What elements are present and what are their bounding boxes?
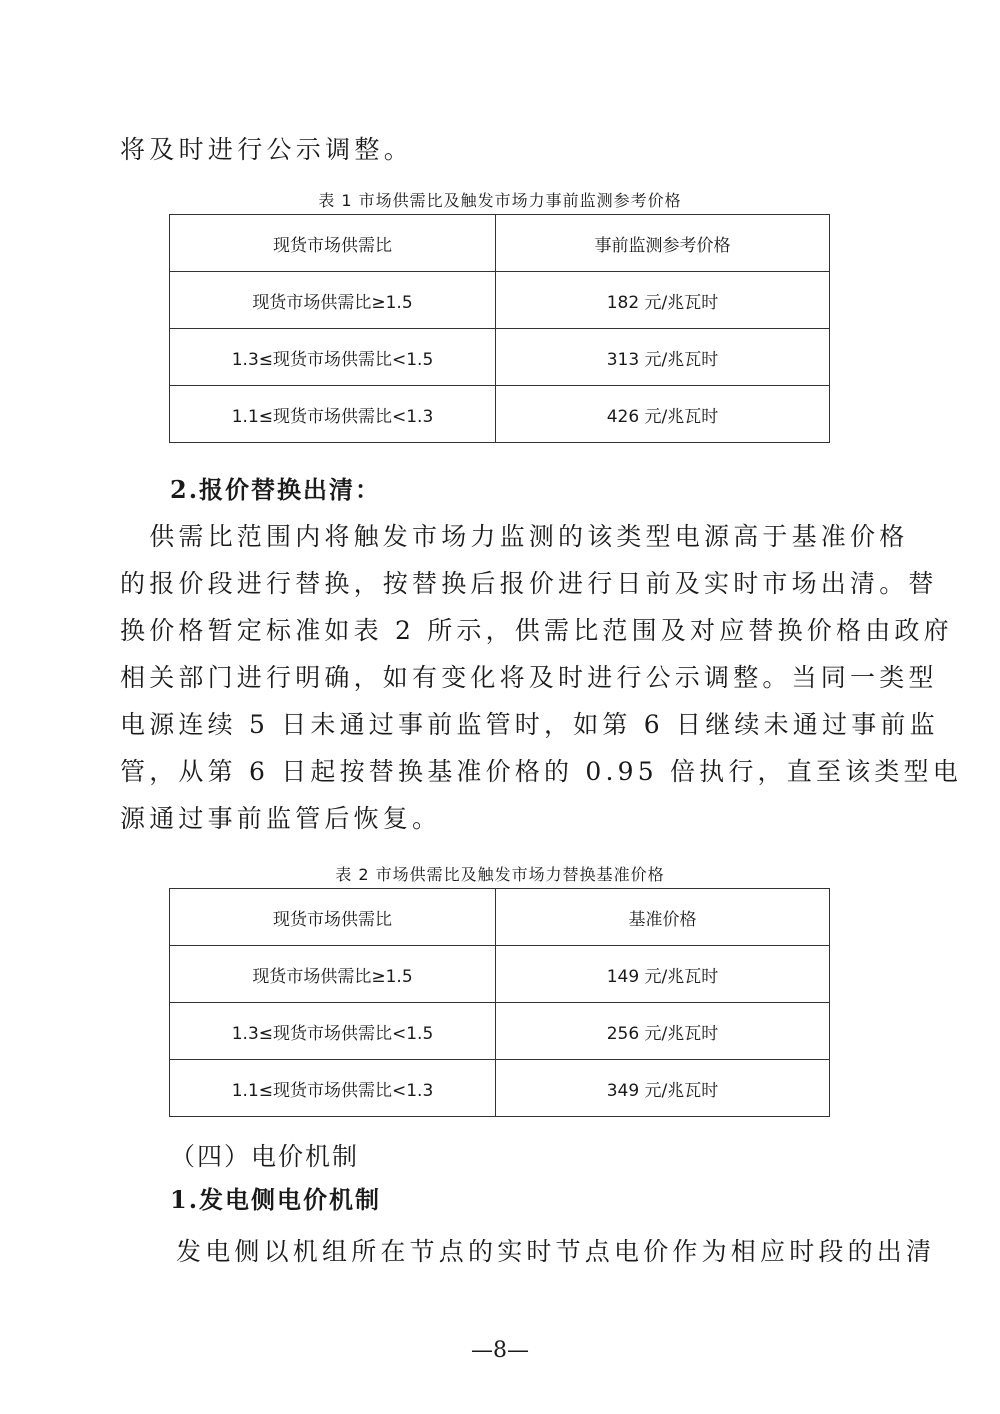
- table-cell: 1.1≤现货市场供需比<1.3: [170, 1060, 496, 1117]
- paragraph-line: 换价格暂定标准如表 2 所示，供需比范围及对应替换价格由政府: [120, 616, 953, 645]
- table-cell: 426 元/兆瓦时: [496, 386, 830, 443]
- section4-1-line: 发电侧以机组所在节点的实时节点电价作为相应时段的出清: [176, 1237, 936, 1266]
- page-number: —8—: [471, 1338, 529, 1363]
- table-header-row: [170, 889, 830, 946]
- paragraph-line: 源通过事前监管后恢复。: [120, 804, 442, 833]
- section4-1-heading: 1.发电侧电价机制: [170, 1185, 382, 1214]
- table1: [169, 214, 830, 443]
- section4-heading: （四）电价机制: [170, 1142, 360, 1171]
- paragraph-line: 供需比范围内将触发市场力监测的该类型电源高于基准价格: [120, 522, 909, 551]
- table-header-cell: 事前监测参考价格: [496, 215, 830, 272]
- table1-caption: 表 1 市场供需比及触发市场力事前监测参考价格: [318, 191, 682, 210]
- table-cell: 现货市场供需比≥1.5: [170, 272, 496, 329]
- paragraph-line: 管，从第 6 日起按替换基准价格的 0.95 倍执行，直至该类型电: [120, 757, 962, 786]
- table-row: [170, 1003, 830, 1060]
- table-cell: 1.3≤现货市场供需比<1.5: [170, 329, 496, 386]
- table2-caption: 表 2 市场供需比及触发市场力替换基准价格: [335, 865, 665, 884]
- table-cell: 1.3≤现货市场供需比<1.5: [170, 1003, 496, 1060]
- paragraph-line: 电源连续 5 日未通过事前监管时，如第 6 日继续未通过事前监: [120, 710, 939, 739]
- table-row: [170, 1060, 830, 1117]
- intro-line: 将及时进行公示调整。: [120, 135, 414, 164]
- table-row: [170, 329, 830, 386]
- table-header-cell: 现货市场供需比: [170, 215, 496, 272]
- table-cell: 182 元/兆瓦时: [496, 272, 830, 329]
- paragraph-line: 相关部门进行明确，如有变化将及时进行公示调整。当同一类型: [120, 663, 938, 692]
- table-row: [170, 946, 830, 1003]
- table-cell: 256 元/兆瓦时: [496, 1003, 830, 1060]
- table2: [169, 888, 830, 1117]
- table-row: [170, 272, 830, 329]
- table-header-cell: 基准价格: [496, 889, 830, 946]
- section2-heading: 2.报价替换出清：: [170, 475, 382, 504]
- paragraph-line: 的报价段进行替换，按替换后报价进行日前及实时市场出清。替: [120, 569, 938, 598]
- section2-paragraph: [120, 513, 962, 842]
- table-row: [170, 386, 830, 443]
- table-cell: 313 元/兆瓦时: [496, 329, 830, 386]
- table-cell: 149 元/兆瓦时: [496, 946, 830, 1003]
- table-cell: 1.1≤现货市场供需比<1.3: [170, 386, 496, 443]
- table-cell: 现货市场供需比≥1.5: [170, 946, 496, 1003]
- table-header-cell: 现货市场供需比: [170, 889, 496, 946]
- table-cell: 349 元/兆瓦时: [496, 1060, 830, 1117]
- table-header-row: [170, 215, 830, 272]
